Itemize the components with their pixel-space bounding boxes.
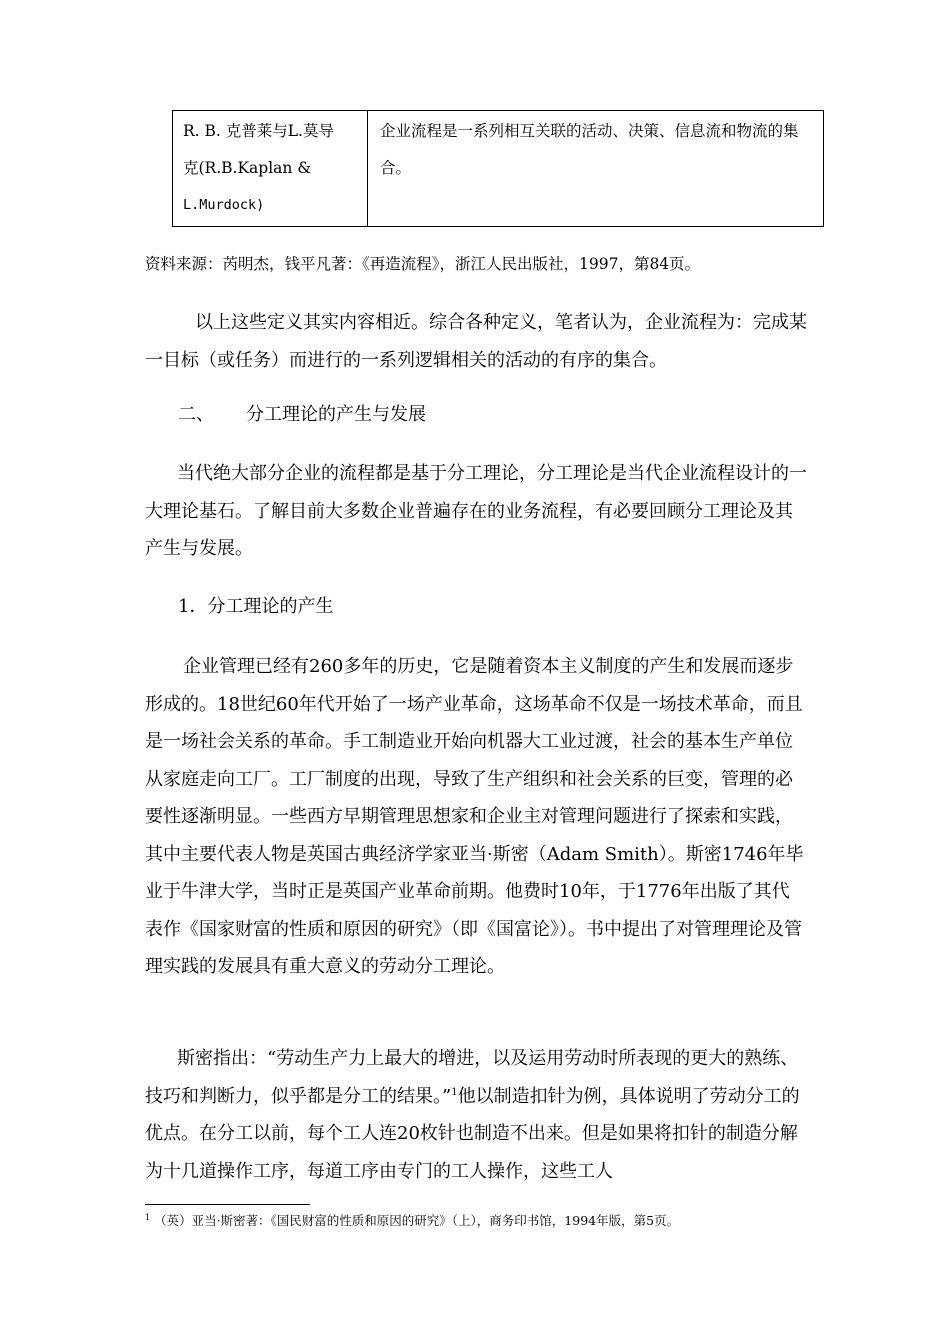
section-number: 二、 (178, 404, 214, 425)
author-line: R. B. 克普莱与L.莫导 (183, 122, 334, 140)
footnote-text: （英）亚当·斯密著：《国民财富的性质和原因的研究》（上），商务印书馆，1994年版，第5页。 (154, 1213, 680, 1228)
footnote-mark: 1 (145, 1212, 151, 1222)
author-cell (173, 111, 368, 227)
history-paragraph: 企业管理已经有260多年的历史，它是随着资本主义制度的产生和发展而逐步形成的。18世纪60年代开始了一场产业革命，这场革命不仅是一场技术革命，而且是一场社会关系的革命。手工制造业开始向机器大工业过渡，社会的基本生产单位从家庭走向工厂。工厂制度的出现，导致了生产组织和社会关系的巨变，管理的必要性逐渐明显。一些西方早期管理思想家和企业主对管理问题进行了探索和实践，其中主要代表人物是英国古典经济学家亚当·斯密（Adam Smith）。斯密1746年毕业于牛津大学，当时正是英国产业革命前期。他费时10年，于1776年出版了其代表作《国家财富的性质和原因的研究》（即《国富论》）。书中提出了对管理理论及管理实践的发展具有重大意义的劳动分工理论。 (145, 656, 804, 977)
definition-cell: 企业流程是一系列相互关联的活动、决策、信息流和物流的集合。 (368, 111, 824, 227)
quote-text: 斯密指出：“劳动生产力上最大的增进，以及运用劳动时所表现的更大的熟练、技巧和判断力，似乎都是分工的结果。” (145, 1048, 799, 1107)
footnote (145, 1212, 679, 1230)
smith-paragraph (145, 1040, 807, 1190)
subsection-heading: 1．分工理论的产生 (178, 596, 334, 617)
footnote-ref[interactable]: 1 (451, 1086, 458, 1098)
definition-table (172, 110, 824, 227)
author-line: 克(R.B.Kaplan & (183, 159, 312, 177)
section-heading: 分工理论的产生与发展 (246, 404, 426, 425)
section-intro-paragraph: 当代绝大部分企业的流程都是基于分工理论，分工理论是当代企业流程设计的一大理论基石。了解目前大多数企业普遍存在的业务流程，有必要回顾分工理论及其产生与发展。 (145, 463, 807, 559)
table-row (173, 111, 824, 227)
summary-paragraph: 以上这些定义其实内容相近。综合各种定义，笔者认为，企业流程为：完成某一目标（或任务）而进行的一系列逻辑相关的活动的有序的集合。 (145, 312, 807, 371)
author-line: L.Murdock) (183, 197, 265, 213)
source-note: 资料来源：芮明杰，钱平凡著：《再造流程》，浙江人民出版社，1997，第84页。 (145, 255, 701, 273)
footnote-divider (145, 1204, 310, 1205)
paragraph-text: 他以制造扣针为例，具体说明了劳动分工的优点。在分工以前，每个工人连20枚针也制造不出来。但是如果将扣针的制造分解为十几道操作工序，每道工序由专门的工人操作，这些工人 (145, 1085, 800, 1182)
